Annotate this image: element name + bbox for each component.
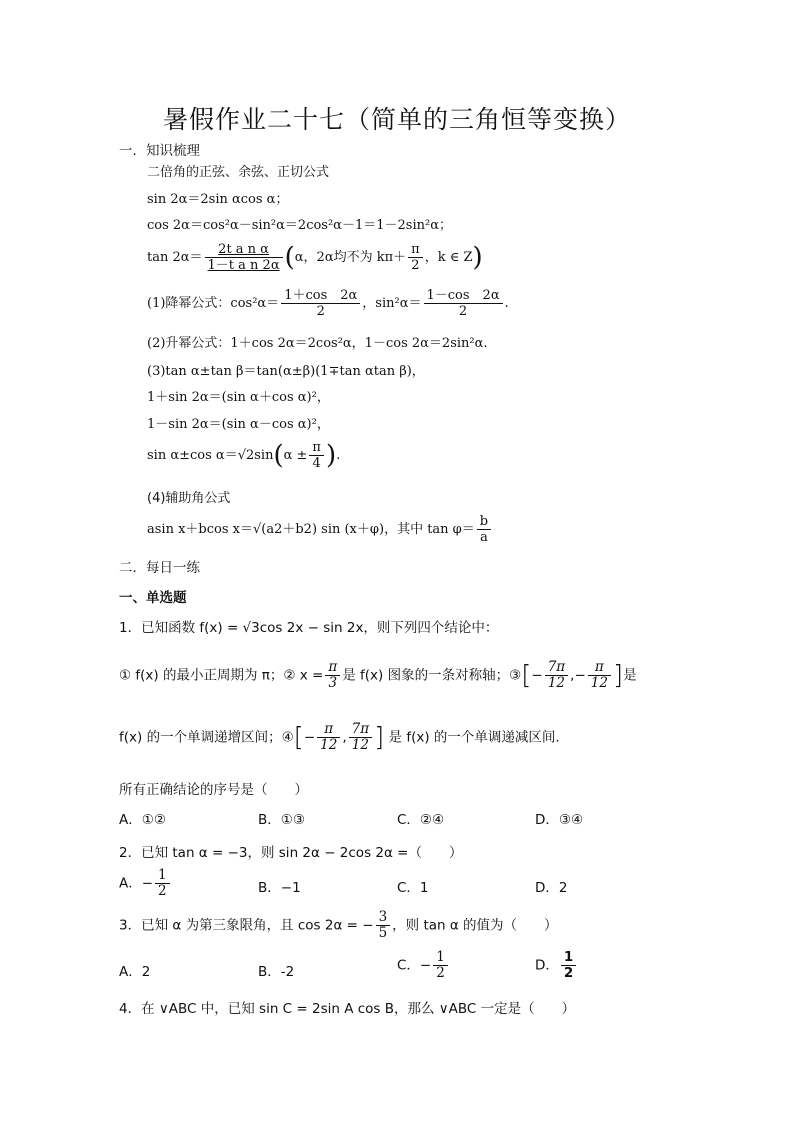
formula-tan2a: tan 2α＝ $\frac{\text{2t a n α}}{\text{1－t a n 2α}}$ (α，2α均不为 kπ＋ $\frac{\pi}{2}$ ，k ∈ Z) xyxy=(147,242,483,273)
q1-s1: ① f(x) 的最小正周期为 π；② x = xyxy=(119,667,324,684)
reduce-num1: 1＋cos 2α xyxy=(281,288,360,304)
q1-interval4-a-den: 12 xyxy=(320,737,338,753)
question-1-ask: 所有正确结论的序号是（ ） xyxy=(119,782,308,798)
reduce-den1: 2 xyxy=(316,304,325,319)
sincos-den: 4 xyxy=(312,456,321,471)
q3-d-num: 1 xyxy=(561,950,576,966)
auxiliary-num: b xyxy=(477,514,491,530)
formula-reduce-power xyxy=(147,288,509,319)
auxiliary-left: asin x＋bcos x＝√(a2＋b2) sin (x＋φ)，其中 tan φ＝ xyxy=(147,522,475,537)
tan2a-condition: α，2α均不为 kπ＋ xyxy=(294,250,407,265)
reduce-end: . xyxy=(504,296,509,311)
formula-auxiliary-label: (4)辅助角公式 xyxy=(147,491,231,506)
tan2a-denominator: 1－t a n 2α xyxy=(207,258,280,273)
q3-option-b[interactable]: B．-2 xyxy=(258,964,295,980)
q1-interval4-b-den: 12 xyxy=(351,737,369,753)
formula-one-minus-sin: 1－sin 2α＝(sin α－cos α)²， xyxy=(147,417,330,432)
q1-s1-end: 是 xyxy=(623,667,637,684)
q1-interval3-a-num: 7π xyxy=(545,660,568,676)
formula-one-plus-sin: 1＋sin 2α＝(sin α＋cos α)²， xyxy=(147,390,330,405)
q3-d-den: 2 xyxy=(563,965,574,981)
q3-stem-right: ，则 tan α 的值为（ ） xyxy=(392,917,558,934)
q1-option-c[interactable]: C．②④ xyxy=(397,812,445,828)
section-sub-single-choice: 一、单选题 xyxy=(119,590,187,606)
question-1-stem: 1．已知函数 f(x) = √3cos 2x − sin 2x，则下列四个结论中： xyxy=(119,620,499,636)
cond-tail: ，k ∈ Z xyxy=(424,250,473,265)
question-2-stem: 2．已知 tan α = −3，则 sin 2α − 2cos 2α =（ ） xyxy=(119,845,463,861)
tan2a-fraction xyxy=(205,242,283,273)
reduce-num2: 1－cos 2α xyxy=(424,288,503,304)
q3-d-label: D． xyxy=(535,957,559,974)
q3-c-den: 2 xyxy=(436,965,445,981)
formula-cos2a: cos 2α＝cos²α－sin²α＝2cos²α－1＝1－2sin²α； xyxy=(147,218,452,233)
q3-c-label: C．− xyxy=(397,957,432,974)
q1-interval4-b-num: 7π xyxy=(349,722,372,738)
section-heading-knowledge: 一．知识梳理 xyxy=(119,143,200,159)
formula-sin2a: sin 2α＝2sin αcos α； xyxy=(147,192,289,207)
sincos-num: π xyxy=(309,440,324,456)
formula-raise-power: (2)升幂公式：1＋cos 2α＝2cos²α，1－cos 2α＝2sin²α. xyxy=(147,336,488,351)
reduce-den2: 2 xyxy=(458,304,468,319)
q1-s1-num: π xyxy=(325,660,340,676)
formula-auxiliary xyxy=(147,514,493,545)
q3-stem-den: 5 xyxy=(378,925,388,941)
q3-stem-num: 3 xyxy=(376,910,391,926)
section-heading-daily: 二．每日一练 xyxy=(119,560,200,576)
q3-c-num: 1 xyxy=(433,950,448,966)
q1-option-d[interactable]: D．③④ xyxy=(535,812,584,828)
tan2a-numerator: 2t a n α xyxy=(205,242,283,258)
q3-option-a[interactable]: A．2 xyxy=(119,964,151,980)
q2-option-b[interactable]: B．−1 xyxy=(258,880,301,896)
q2-a-label: A．− xyxy=(119,875,154,892)
q1-interval3-b-num: π xyxy=(588,660,611,676)
q2-option-c[interactable]: C．1 xyxy=(397,880,429,896)
q2-option-d[interactable]: D．2 xyxy=(535,880,568,896)
q3-stem-left: 3．已知 α 为第三象限角，且 cos 2α = − xyxy=(119,917,374,934)
q2-a-den: 2 xyxy=(158,883,167,899)
q1-s1-den: 3 xyxy=(328,675,338,691)
q1-interval3-b-den: 12 xyxy=(590,675,608,691)
sincos-inner: α ± xyxy=(283,448,308,463)
formula-subheading: 二倍角的正弦、余弦、正切公式 xyxy=(147,165,330,180)
formula-sin-plus-cos: sin α±cos α＝√2sin(α ± $\frac{\pi}{4}$ ). xyxy=(147,440,341,471)
cond-denominator: 2 xyxy=(411,258,420,273)
q1-s2-left: f(x) 的一个单调递增区间；④ xyxy=(119,729,294,746)
q1-s1-mid: 是 f(x) 图象的一条对称轴；③ xyxy=(342,667,522,684)
q2-option-a[interactable] xyxy=(119,868,172,899)
sincos-left: sin α±cos α＝√2sin xyxy=(147,448,274,463)
q1-interval3-a-den: 12 xyxy=(547,675,566,691)
q3-option-d[interactable] xyxy=(535,950,578,981)
page-title: 暑假作业二十七（简单的三角恒等变换） xyxy=(162,105,631,134)
tan2a-left: tan 2α＝ xyxy=(147,250,203,265)
q3-option-c[interactable] xyxy=(397,950,450,981)
q1-option-a[interactable]: A．①② xyxy=(119,812,166,828)
formula-tan-sum: (3)tan α±tan β＝tan(α±β)(1∓tan αtan β)， xyxy=(147,364,425,379)
q1-option-b[interactable]: B．①③ xyxy=(258,812,305,828)
reduce-mid: ，sin²α＝ xyxy=(362,296,422,311)
question-1-statements-line1: ① f(x) 的最小正周期为 π；② x = $\frac{\pi}{3}$ 是 f(x) 图象的一条对称轴；③[− $\frac{7\pi}{12}$ ,− $\frac{\pi}{12}$ ]是 xyxy=(119,659,637,691)
q2-a-num: 1 xyxy=(155,868,170,884)
q1-interval4-a-num: π xyxy=(317,722,340,738)
reduce-power-label: (1)降幂公式：cos²α＝ xyxy=(147,296,280,311)
cond-numerator: π xyxy=(408,242,423,258)
q1-s2-end: 是 f(x) 的一个单调递减区间. xyxy=(388,729,560,746)
question-3-stem xyxy=(119,910,558,941)
question-1-statements-line2: f(x) 的一个单调递增区间；④[− $\frac{\pi}{12}$ , $\frac{7\pi}{12}$ ] 是 f(x) 的一个单调递减区间. xyxy=(119,721,560,753)
auxiliary-den: a xyxy=(480,530,488,545)
question-4-stem: 4．在 ∨ABC 中，已知 sin C = 2sin A cos B，那么 ∨ABC 一定是（ ） xyxy=(119,1001,576,1017)
